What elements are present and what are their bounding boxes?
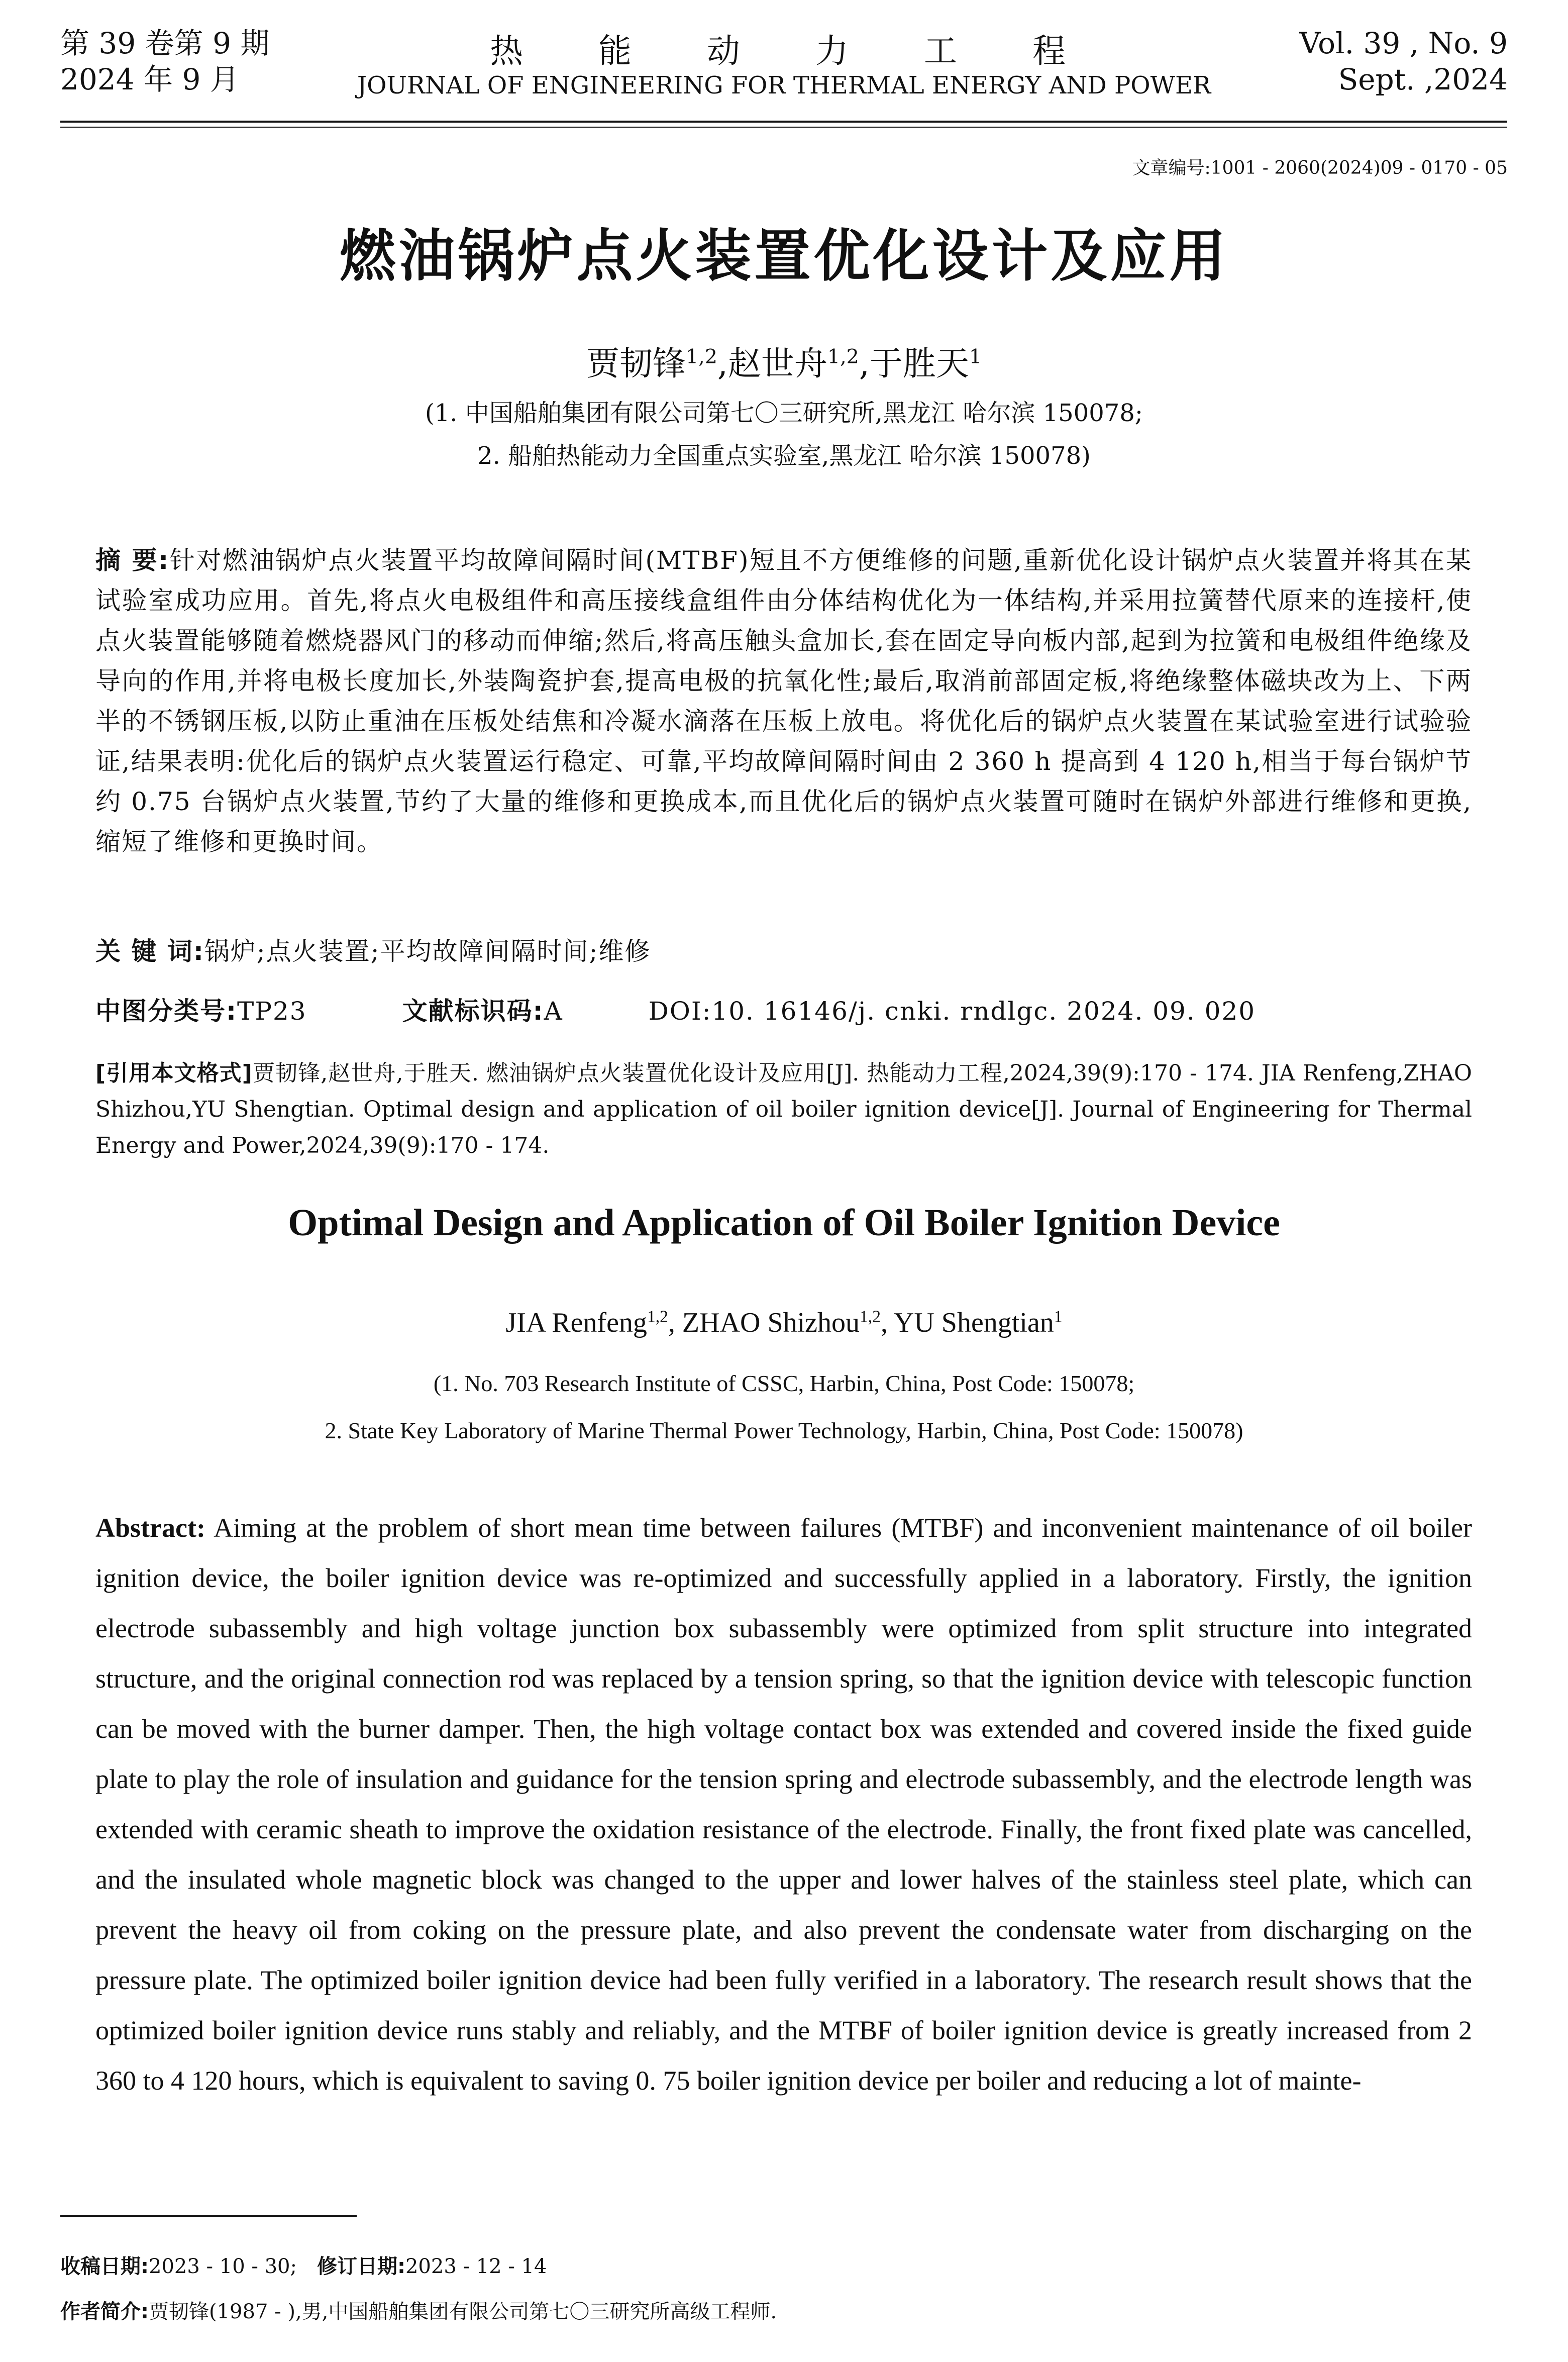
citation-label: [引用本文格式] <box>95 1060 252 1086</box>
citation-block <box>95 1055 1472 1164</box>
revised-date: 2023 - 12 - 14 <box>405 2255 547 2278</box>
abstract-cn-label: 摘 要: <box>95 546 170 575</box>
journal-name-en: JOURNAL OF ENGINEERING FOR THERMAL ENERGY AND POWER <box>357 71 1211 100</box>
author-affil-sup: 1,2 <box>685 345 717 368</box>
keywords-cn <box>95 931 1472 971</box>
authors-en <box>0 1307 1568 1339</box>
author-cn: 贾韧锋 <box>586 344 686 383</box>
author-en: ZHAO Shizhou <box>682 1307 860 1338</box>
keywords-cn-text: 锅炉;点火装置;平均故障间隔时间;维修 <box>204 937 651 966</box>
author-affil-sup: 1,2 <box>827 345 859 368</box>
article-number: 文章编号:1001 - 2060(2024)09 - 0170 - 05 <box>1132 158 1508 178</box>
author-separator: , <box>859 344 870 383</box>
doc-code-label: 文献标识码: <box>402 997 544 1026</box>
header-right <box>1300 25 1508 97</box>
header-rule-top <box>60 121 1507 123</box>
author-affil-sup: 1 <box>1054 1307 1063 1326</box>
abstract-en-label: Abstract: <box>95 1513 205 1543</box>
volume-issue-en: Vol. 39 , No. 9 <box>1299 26 1508 60</box>
affiliation-en-2: 2. State Key Laboratory of Marine Thermal Power Technology, Harbin, China, Post Code: 150078) <box>325 1418 1243 1443</box>
date-en: Sept. ,2024 <box>1338 62 1508 96</box>
date-cn: 2024 年 9 月 <box>60 62 239 96</box>
abstract-en-text: Aiming at the problem of short mean time between failures (MTBF) and inconvenient maintenance of oil boiler ignition device, the boiler ignition device was re-optimized and successfully applied in a laboratory. Firstly, the ignition electrode subassembly and high voltage junction box subassembly were optimized from split structure into integrated structure, and the original connection rod was replaced by a tension spring, so that the ignition device with telescopic function can be moved with the burner damper. Then, the high voltage contact box was extended and covered inside the fixed guide plate to play the role of insulation and guidance for the tension spring and electrode subassembly, and the electrode length was extended with ceramic sheath to improve the oxidation resistance of the electrode. Finally, the front fixed plate was cancelled, and the insulated whole magnetic block was changed to the upper and lower halves of the stainless steel plate, which can prevent the heavy oil from coking on the pressure plate, and also prevent the condensate water from discharging on the pressure plate. The optimized boiler ignition device had been fully verified in a laboratory. The research result shows that the optimized boiler ignition device runs stably and reliably, and the MTBF of boiler ignition device is greatly increased from 2 360 to 4 120 hours, which is equivalent to saving 0. 75 boiler ignition device per boiler and reducing a lot of mainte- <box>95 1513 1472 2096</box>
author-cn: 于胜天 <box>869 344 969 383</box>
title-cn: 燃油锅炉点火装置优化设计及应用 <box>339 223 1229 289</box>
author-affil-sup: 1 <box>969 345 982 368</box>
author-separator: , <box>668 1307 682 1338</box>
affiliation-cn-2: 2. 船舶热能动力全国重点实验室,黑龙江 哈尔滨 150078) <box>477 442 1091 470</box>
author-separator: , <box>881 1307 894 1338</box>
bio-label: 作者简介: <box>60 2300 149 2323</box>
author-affil-sup: 1,2 <box>860 1307 881 1326</box>
author-cn: 赵世舟 <box>727 344 827 383</box>
received-label: 收稿日期: <box>60 2255 149 2278</box>
doi: DOI:10. 16146/j. cnki. rndlgc. 2024. 09. 020 <box>648 997 1256 1026</box>
header-rule-bottom <box>60 127 1507 128</box>
classification-line <box>95 991 1472 1031</box>
affiliation-en-1: (1. No. 703 Research Institute of CSSC, Harbin, China, Post Code: 150078; <box>433 1370 1135 1396</box>
abstract-en <box>95 1503 1472 2106</box>
journal-name-cn: 热能动力工程 <box>490 32 1141 70</box>
affiliation-cn-1: (1. 中国船舶集团有限公司第七〇三研究所,黑龙江 哈尔滨 150078; <box>425 399 1143 427</box>
clc-label: 中图分类号: <box>95 997 237 1026</box>
author-separator: , <box>717 344 728 383</box>
footnote-dates <box>60 2250 547 2279</box>
clc-value: TP23 <box>237 997 307 1026</box>
title-en: Optimal Design and Application of Oil Boiler Ignition Device <box>288 1202 1280 1244</box>
authors-cn <box>0 337 1568 384</box>
revised-label: 修订日期: <box>317 2255 405 2278</box>
author-affil-sup: 1,2 <box>647 1307 668 1326</box>
author-en: JIA Renfeng <box>505 1307 647 1338</box>
doc-code-value: A <box>544 997 563 1026</box>
bio-text: 贾韧锋(1987 - ),男,中国船舶集团有限公司第七〇三研究所高级工程师. <box>149 2300 777 2323</box>
abstract-cn <box>95 540 1472 862</box>
footnote-author-bio <box>60 2296 777 2324</box>
citation-text: 贾韧锋,赵世舟,于胜天. 燃油锅炉点火装置优化设计及应用[J]. 热能动力工程,2024,39(9):170 - 174. JIA Renfeng,ZHAO Shizhou,YU Shengtian. Optimal design and application of oil boiler ignition device[J]. Journal of Engineering for Thermal Energy and Power,2024,39(9):170 - 174. <box>95 1060 1473 1158</box>
footnote-rule <box>60 2215 357 2217</box>
volume-issue-cn: 第 39 卷第 9 期 <box>60 26 270 60</box>
keywords-cn-label: 关 键 词: <box>95 937 204 966</box>
author-en: YU Shengtian <box>893 1307 1054 1338</box>
abstract-cn-text: 针对燃油锅炉点火装置平均故障间隔时间(MTBF)短且不方便维修的问题,重新优化设计锅炉点火装置并将其在某试验室成功应用。首先,将点火电极组件和高压接线盒组件由分体结构优化为一体结构,并采用拉簧替代原来的连接杆,使点火装置能够随着燃烧器风门的移动而伸缩;然后,将高压触头盒加长,套在固定导向板内部,起到为拉簧和电极组件绝缘及导向的作用,并将电极长度加长,外装陶瓷护套,提高电极的抗氧化性;最后,取消前部固定板,将绝缘整体磁块改为上、下两半的不锈钢压板,以防止重油在压板处结焦和冷凝水滴落在压板上放电。将优化后的锅炉点火装置在某试验室进行试验验证,结果表明:优化后的锅炉点火装置运行稳定、可靠,平均故障间隔时间由 2 360 h 提高到 4 120 h,相当于每台锅炉节约 0.75 台锅炉点火装置,节约了大量的维修和更换成本,而且优化后的锅炉点火装置可随时在锅炉外部进行维修和更换,缩短了维修和更换时间。 <box>95 546 1472 856</box>
received-date: 2023 - 10 - 30; <box>149 2255 297 2278</box>
